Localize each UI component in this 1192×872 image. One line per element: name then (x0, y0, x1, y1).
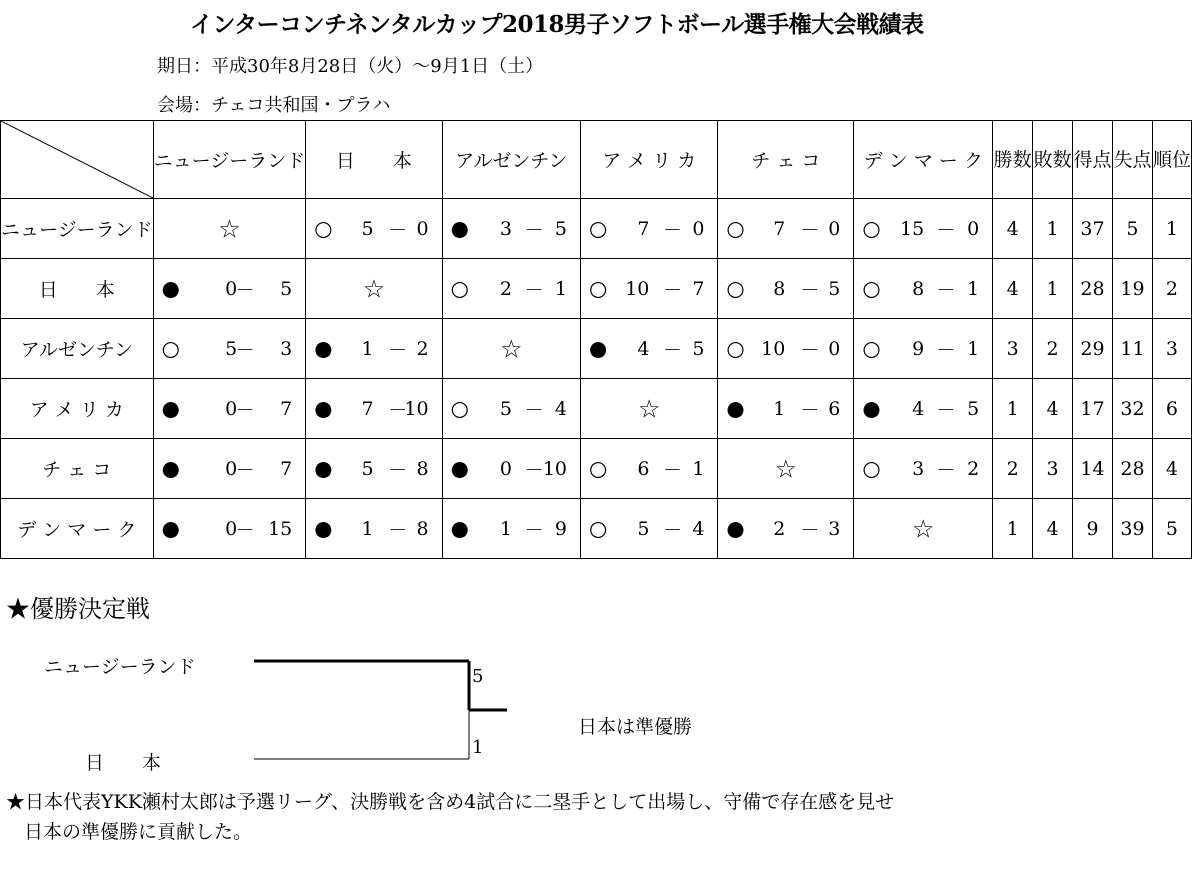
score-dash: － (800, 219, 820, 241)
score-dash: － (936, 219, 956, 241)
column-header-team: チ ェ コ (718, 121, 854, 199)
stat-cell: 3 (1033, 439, 1073, 499)
final-score-2: 1 (472, 737, 484, 758)
stat-cell: 2 (1152, 259, 1191, 319)
column-header-team: ニュージーランド (153, 121, 306, 199)
win-mark-icon: ○ (862, 216, 881, 240)
row-header-team: デ ン マ ー ク (1, 499, 154, 559)
score-dash: － (388, 519, 408, 541)
stat-cell: 14 (1073, 439, 1113, 499)
stat-cell: 9 (1073, 499, 1113, 559)
stat-cell: 2 (993, 439, 1033, 499)
score-dash: － (235, 459, 255, 481)
score-own: 1 (773, 397, 786, 420)
score-own: 4 (912, 397, 925, 420)
score-dash: － (663, 219, 683, 241)
score-dash: － (524, 279, 544, 301)
stat-cell: 11 (1112, 319, 1152, 379)
star-icon: ☆ (362, 274, 386, 303)
note-line-2: 日本の準優勝に貢献した。 (24, 821, 253, 843)
loss-mark-icon: ● (450, 456, 469, 480)
score-dash: － (800, 279, 820, 301)
column-header-stat: 得点 (1073, 121, 1113, 199)
score-dash: － (800, 399, 820, 421)
stat-cell: 32 (1112, 379, 1152, 439)
loss-mark-icon: ● (726, 516, 745, 540)
loss-mark-icon: ● (161, 516, 180, 540)
score-own: 7 (361, 397, 374, 420)
score-dash: － (936, 279, 956, 301)
score-opponent: 0 (828, 337, 841, 360)
star-icon: ☆ (218, 214, 241, 243)
score-opponent: 5 (280, 277, 293, 300)
score-dash: － (936, 399, 956, 421)
stat-cell: 3 (993, 319, 1033, 379)
score-dash: － (388, 339, 408, 361)
win-mark-icon: ○ (161, 336, 180, 360)
score-own: 0 (499, 457, 513, 480)
score-opponent: 7 (280, 397, 293, 420)
loss-mark-icon: ● (314, 396, 333, 420)
stat-cell: 29 (1073, 319, 1113, 379)
score-opponent: 6 (828, 397, 841, 420)
column-header-stat: 勝数 (993, 121, 1033, 199)
loss-mark-icon: ● (161, 276, 180, 300)
win-mark-icon: ○ (450, 396, 469, 420)
score-opponent: 7 (280, 457, 293, 480)
row-header-team: ア メ リ カ (1, 379, 154, 439)
score-dash: － (235, 399, 255, 421)
star-icon: ☆ (774, 454, 798, 483)
score-own: 3 (499, 217, 513, 240)
win-mark-icon: ○ (314, 216, 333, 240)
column-header-stat: 敗数 (1033, 121, 1073, 199)
score-dash: － (388, 219, 408, 241)
score-opponent: 15 (268, 517, 293, 540)
score-own: 5 (225, 337, 238, 360)
final-result: 日本は準優勝 (578, 716, 693, 738)
note-line-1: ★日本代表YKK瀬村太郎は予選リーグ、決勝戦を含め4試合に二塁手として出場し、守備で存在感を見せ (6, 791, 895, 813)
score-opponent: 10 (404, 397, 429, 420)
score-own: 15 (899, 217, 925, 240)
score-dash: － (936, 339, 956, 361)
stat-cell: 4 (1152, 439, 1191, 499)
score-opponent: 0 (967, 217, 980, 240)
win-mark-icon: ○ (726, 276, 745, 300)
score-opponent: 3 (280, 337, 293, 360)
score-dash: － (235, 279, 255, 301)
score-dash: － (524, 519, 544, 541)
score-own: 7 (773, 217, 786, 240)
score-dash: － (663, 339, 683, 361)
star-icon: ☆ (638, 394, 661, 423)
score-dash: － (388, 459, 408, 481)
score-dash: － (524, 399, 544, 421)
score-dash: － (235, 519, 255, 541)
page-title: インターコンチネンタルカップ2018男子ソフトボール選手権大会戦績表 (190, 11, 924, 38)
score-opponent: 5 (828, 277, 841, 300)
column-header-team: ア メ リ カ (581, 121, 718, 199)
stat-cell: 39 (1112, 499, 1152, 559)
score-own: 1 (499, 517, 513, 540)
score-opponent: 1 (692, 457, 705, 480)
stat-cell: 3 (1152, 319, 1191, 379)
score-own: 5 (499, 397, 513, 420)
score-dash: － (388, 399, 408, 421)
score-opponent: 4 (692, 517, 705, 540)
row-header-team: アルゼンチン (1, 319, 154, 379)
win-mark-icon: ○ (726, 216, 745, 240)
win-mark-icon: ○ (862, 276, 881, 300)
final-heading: ★優勝決定戦 (6, 595, 150, 623)
stat-cell: 17 (1073, 379, 1113, 439)
score-own: 5 (637, 517, 650, 540)
stat-cell: 6 (1152, 379, 1191, 439)
win-mark-icon: ○ (589, 216, 608, 240)
score-dash: － (800, 519, 820, 541)
stat-cell: 19 (1112, 259, 1152, 319)
score-opponent: 0 (692, 217, 705, 240)
stat-cell: 4 (993, 199, 1033, 259)
score-own: 2 (499, 277, 513, 300)
event-period: 期日：平成30年8月28日（火）～9月1日（土） (157, 56, 544, 77)
score-own: 10 (761, 337, 786, 360)
loss-mark-icon: ● (161, 396, 180, 420)
column-header-stat: 順位 (1152, 121, 1191, 199)
stat-cell: 1 (1033, 259, 1073, 319)
score-dash: － (235, 339, 255, 361)
score-own: 2 (773, 517, 786, 540)
score-own: 0 (225, 517, 238, 540)
star-icon: ☆ (500, 334, 523, 363)
score-dash: － (663, 279, 683, 301)
score-opponent: 10 (542, 457, 568, 480)
score-own: 3 (912, 457, 925, 480)
score-opponent: 0 (416, 217, 429, 240)
stat-cell: 37 (1073, 199, 1113, 259)
column-header-team: アルゼンチン (442, 121, 580, 199)
loss-mark-icon: ● (314, 516, 333, 540)
loss-mark-icon: ● (314, 456, 333, 480)
score-opponent: 7 (692, 277, 705, 300)
stat-cell: 5 (1112, 199, 1152, 259)
score-dash: － (663, 519, 683, 541)
event-venue: 会場：チェコ共和国・プラハ (157, 95, 391, 116)
score-own: 9 (912, 337, 925, 360)
score-own: 8 (912, 277, 925, 300)
score-own: 5 (361, 217, 374, 240)
score-opponent: 8 (416, 457, 429, 480)
stat-cell: 2 (1033, 319, 1073, 379)
win-mark-icon: ○ (726, 336, 745, 360)
score-opponent: 3 (828, 517, 841, 540)
score-own: 7 (637, 217, 650, 240)
score-opponent: 5 (692, 337, 705, 360)
win-mark-icon: ○ (589, 456, 608, 480)
score-opponent: 5 (967, 397, 980, 420)
score-own: 5 (361, 457, 374, 480)
score-opponent: 8 (416, 517, 429, 540)
score-opponent: 5 (554, 217, 568, 240)
win-mark-icon: ○ (589, 516, 608, 540)
stat-cell: 4 (1033, 379, 1073, 439)
loss-mark-icon: ● (862, 396, 881, 420)
score-own: 0 (225, 277, 238, 300)
row-header-team: 日 本 (1, 259, 154, 319)
score-opponent: 1 (967, 337, 980, 360)
win-mark-icon: ○ (862, 336, 881, 360)
score-dash: － (800, 339, 820, 361)
win-mark-icon: ○ (862, 456, 881, 480)
score-own: 0 (225, 457, 238, 480)
score-own: 1 (361, 517, 374, 540)
column-header-team: 日 本 (306, 121, 442, 199)
score-own: 0 (225, 397, 238, 420)
stat-cell: 4 (993, 259, 1033, 319)
score-opponent: 4 (554, 397, 568, 420)
score-own: 1 (361, 337, 374, 360)
score-own: 8 (773, 277, 786, 300)
score-opponent: 9 (554, 517, 568, 540)
stat-cell: 1 (993, 499, 1033, 559)
loss-mark-icon: ● (726, 396, 745, 420)
score-opponent: 1 (554, 277, 568, 300)
loss-mark-icon: ● (450, 516, 469, 540)
score-dash: － (663, 459, 683, 481)
win-mark-icon: ○ (450, 276, 469, 300)
score-dash: － (936, 459, 956, 481)
stat-cell: 4 (1033, 499, 1073, 559)
score-dash: － (524, 219, 544, 241)
stat-cell: 1 (1033, 199, 1073, 259)
star-icon: ☆ (912, 514, 935, 543)
stat-cell: 5 (1152, 499, 1191, 559)
score-opponent: 1 (967, 277, 980, 300)
final-team-2: 日 本 (85, 752, 162, 774)
loss-mark-icon: ● (161, 456, 180, 480)
score-own: 10 (625, 277, 650, 300)
loss-mark-icon: ● (450, 216, 469, 240)
score-own: 6 (637, 457, 650, 480)
column-header-team: デ ン マ ー ク (854, 121, 993, 199)
score-opponent: 2 (416, 337, 429, 360)
row-header-team: チ ェ コ (1, 439, 154, 499)
stat-cell: 28 (1112, 439, 1152, 499)
score-opponent: 0 (828, 217, 841, 240)
loss-mark-icon: ● (589, 336, 608, 360)
score-own: 4 (637, 337, 650, 360)
score-opponent: 2 (967, 457, 980, 480)
stat-cell: 1 (993, 379, 1033, 439)
final-score-1: 5 (472, 666, 484, 687)
final-team-1: ニュージーランド (44, 656, 196, 678)
score-dash: － (524, 459, 544, 481)
stat-cell: 28 (1073, 259, 1113, 319)
loss-mark-icon: ● (314, 336, 333, 360)
column-header-stat: 失点 (1112, 121, 1152, 199)
win-mark-icon: ○ (589, 276, 608, 300)
stat-cell: 1 (1152, 199, 1191, 259)
row-header-team: ニュージーランド (1, 199, 154, 259)
